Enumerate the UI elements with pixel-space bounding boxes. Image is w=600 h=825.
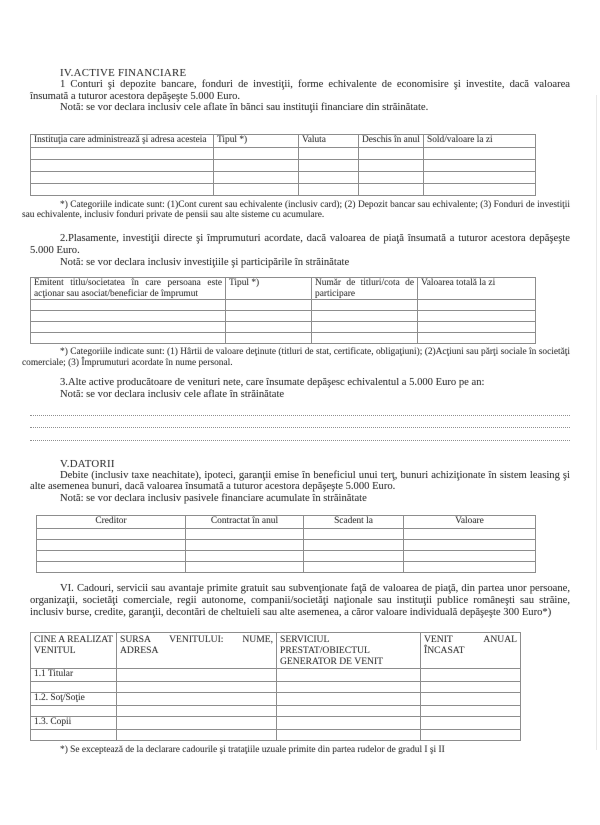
empty-cell <box>359 171 424 183</box>
empty-cell <box>117 706 277 717</box>
empty-cell <box>186 529 304 540</box>
empty-cell <box>277 682 421 693</box>
empty-cell <box>31 159 214 171</box>
column-header-balance: Sold/valoare la zi <box>424 134 536 147</box>
empty-cell <box>359 183 424 195</box>
dotted-line <box>30 428 570 441</box>
table-empty-row <box>31 322 536 333</box>
empty-cell <box>299 171 359 183</box>
fill-in-dotted-lines <box>30 403 570 441</box>
empty-cell <box>304 540 404 551</box>
section-v-text: Debite (inclusiv taxe neachitate), ipoteci, garanţii emise în beneficiul unui terţ, bunuri achiziţionate în sistem leasing şi alte asemenea bunuri, dacă valoarea însumată a tuturor acestora depăşeşte 5.000 Euro. <box>30 469 570 493</box>
empty-cell <box>421 706 521 717</box>
table-row-titular <box>31 669 521 682</box>
empty-cell <box>299 183 359 195</box>
column-header-type: Tipul *) <box>214 134 299 147</box>
empty-cell <box>31 333 226 344</box>
empty-cell <box>214 159 299 171</box>
column-header-shares-count: Număr de titluri/cota de participare <box>312 278 418 300</box>
bank-accounts-table <box>30 134 536 196</box>
empty-cell <box>117 730 277 741</box>
empty-cell <box>31 300 226 311</box>
empty-cell <box>312 322 418 333</box>
empty-cell <box>214 183 299 195</box>
empty-cell <box>418 311 536 322</box>
empty-cell <box>186 562 304 573</box>
empty-cell <box>424 183 536 195</box>
empty-cell <box>226 333 312 344</box>
section-iv-item1-note: Notă: se vor declara inclusiv cele aflate în bănci sau instituţii financiare din străinătate. <box>60 102 429 114</box>
table-empty-row <box>37 562 536 573</box>
column-header-issuer: Emitent titlu/societatea în care persoana este acţionar sau asociat/beneficiar de împrumut <box>31 278 226 300</box>
empty-cell <box>421 669 521 682</box>
section-vi-footnote: *) Se exceptează de la declarare cadourile şi trataţiile uzuale primite din partea rudelor de gradul I şi II <box>60 745 445 756</box>
gifts-header-row <box>31 633 521 669</box>
column-header-contract-year: Contractat în anul <box>186 516 304 529</box>
empty-cell <box>299 159 359 171</box>
table-empty-row <box>31 730 521 741</box>
empty-cell <box>299 147 359 159</box>
empty-cell <box>304 529 404 540</box>
section-iv-item1-text: 1 Conturi şi depozite bancare, fonduri de investiţii, forme echivalente de economisire şi investite, dacă valoarea însumată a tuturor acestora depăşeşte 5.000 Euro. <box>30 79 570 102</box>
column-header-type: Tipul *) <box>226 278 312 300</box>
empty-cell <box>277 717 421 730</box>
empty-cell <box>418 300 536 311</box>
table-empty-row <box>31 682 521 693</box>
table-row-sot-sotie <box>31 693 521 706</box>
empty-cell <box>37 562 186 573</box>
debts-table <box>36 515 536 573</box>
section-iv-item3-note: Notă: se vor declara inclusiv cele aflate în străinătate <box>60 388 285 400</box>
empty-cell <box>226 300 312 311</box>
empty-cell <box>421 693 521 706</box>
investments-header-row <box>31 278 536 300</box>
empty-cell <box>214 147 299 159</box>
empty-cell <box>359 147 424 159</box>
empty-cell <box>31 311 226 322</box>
empty-cell <box>117 682 277 693</box>
column-header-service-provided: SERVICIUL PRESTAT/OBIECTUL GENERATOR DE VENIT <box>277 633 421 669</box>
row-label-copii: 1.3. Copii <box>31 717 117 730</box>
row-label-sot-sotie: 1.2. Soţ/Soţie <box>31 693 117 706</box>
empty-cell <box>312 311 418 322</box>
section-iv-item2-note: Notă: se vor declara inclusiv investiţiile şi participările în străinătate <box>60 256 350 268</box>
section-iv-item1-footnote: *) Categoriile indicate sunt: (1)Cont curent sau echivalente (inclusiv card); (2) Depozit bancar sau echivalente; (3) Fonduri de investiţii sau echivalente, inclusiv fonduri private de pensii sau alte sisteme cu acumulare. <box>22 199 570 221</box>
column-header-income-source: SURSA VENITULUI: NUME, ADRESA <box>117 633 277 669</box>
table-empty-row <box>31 706 521 717</box>
empty-cell <box>277 706 421 717</box>
empty-cell <box>186 551 304 562</box>
bank-accounts-header-row <box>31 134 536 147</box>
section-vi-text: VI. Cadouri, servicii sau avantaje primite gratuit sau subvenţionate faţă de valoarea de piaţă, din partea unor persoane, organizaţii, societăţi comerciale, regii autonome, companii/societăţi naţionale sau instituţii publice româneşti sau străine, inclusiv burse, credite, garanţii, decontări de cheltuieli sau alte asemenea, a căror valoare individuală depăşeşte 300 Euro*) <box>30 583 570 618</box>
empty-cell <box>277 693 421 706</box>
empty-cell <box>421 730 521 741</box>
empty-cell <box>418 333 536 344</box>
empty-cell <box>277 730 421 741</box>
column-header-annual-income: VENIT ANUAL ÎNCASAT <box>421 633 521 669</box>
empty-cell <box>421 717 521 730</box>
column-header-institution: Instituţia care administrează şi adresa acesteia <box>31 134 214 147</box>
empty-cell <box>404 562 536 573</box>
empty-cell <box>226 311 312 322</box>
empty-cell <box>37 529 186 540</box>
column-header-who-earned: CINE A REALIZAT VENITUL <box>31 633 117 669</box>
empty-cell <box>404 529 536 540</box>
empty-cell <box>424 171 536 183</box>
empty-cell <box>31 682 117 693</box>
section-iv-item3-text: 3.Alte active producătoare de venituri nete, care însumate depăşesc echivalentul a 5.000 Euro pe an: <box>60 376 485 388</box>
empty-cell <box>186 540 304 551</box>
column-header-total-value: Valoarea totală la zi <box>418 278 536 300</box>
table-empty-row <box>31 300 536 311</box>
empty-cell <box>117 669 277 682</box>
empty-cell <box>31 706 117 717</box>
section-iv-item2-footnote: *) Categoriile indicate sunt: (1) Hârtii de valoare deţinute (titluri de stat, certificate, obligaţiuni); (2)Acţiuni sau părţi sociale în societăţi comerciale; (3) Împrumuturi acordate în nume personal. <box>22 347 570 368</box>
table-empty-row <box>37 529 536 540</box>
empty-cell <box>424 147 536 159</box>
table-row-copii <box>31 717 521 730</box>
empty-cell <box>117 717 277 730</box>
empty-cell <box>359 159 424 171</box>
empty-cell <box>117 693 277 706</box>
empty-cell <box>31 322 226 333</box>
empty-cell <box>312 333 418 344</box>
empty-cell <box>37 540 186 551</box>
empty-cell <box>31 183 214 195</box>
empty-cell <box>404 551 536 562</box>
section-v-note: Notă: se vor declara inclusiv pasivele financiare acumulate în străinătate <box>60 492 367 504</box>
table-empty-row <box>31 311 536 322</box>
debts-header-row <box>37 516 536 529</box>
table-empty-row <box>37 540 536 551</box>
empty-cell <box>31 730 117 741</box>
table-empty-row <box>31 171 536 183</box>
empty-cell <box>404 540 536 551</box>
column-header-due-date: Scadent la <box>304 516 404 529</box>
empty-cell <box>312 300 418 311</box>
dotted-line <box>30 416 570 429</box>
empty-cell <box>277 669 421 682</box>
table-empty-row <box>31 147 536 159</box>
table-empty-row <box>31 333 536 344</box>
empty-cell <box>421 682 521 693</box>
section-iv-item2-text: 2.Plasamente, investiţii directe şi împrumuturi acordate, dacă valoarea de piaţă însumată a tuturor acestora depăşeşte 5.000 Euro. <box>30 233 570 256</box>
empty-cell <box>31 147 214 159</box>
column-header-creditor: Creditor <box>37 516 186 529</box>
empty-cell <box>31 171 214 183</box>
table-empty-row <box>31 159 536 171</box>
investments-table <box>30 277 536 344</box>
section-v-heading: V.DATORII <box>60 457 115 470</box>
empty-cell <box>226 322 312 333</box>
empty-cell <box>304 562 404 573</box>
row-label-titular: 1.1 Titular <box>31 669 117 682</box>
empty-cell <box>214 171 299 183</box>
column-header-value: Valoare <box>404 516 536 529</box>
column-header-currency: Valuta <box>299 134 359 147</box>
section-iv-heading: IV.ACTIVE FINANCIARE <box>60 67 187 79</box>
empty-cell <box>37 551 186 562</box>
empty-cell <box>424 159 536 171</box>
empty-cell <box>418 322 536 333</box>
empty-cell <box>304 551 404 562</box>
gifts-income-table <box>30 632 521 741</box>
table-empty-row <box>31 183 536 195</box>
table-empty-row <box>37 551 536 562</box>
scan-artifact-line <box>596 95 597 750</box>
column-header-opened-year: Deschis în anul <box>359 134 424 147</box>
dotted-line <box>30 403 570 416</box>
